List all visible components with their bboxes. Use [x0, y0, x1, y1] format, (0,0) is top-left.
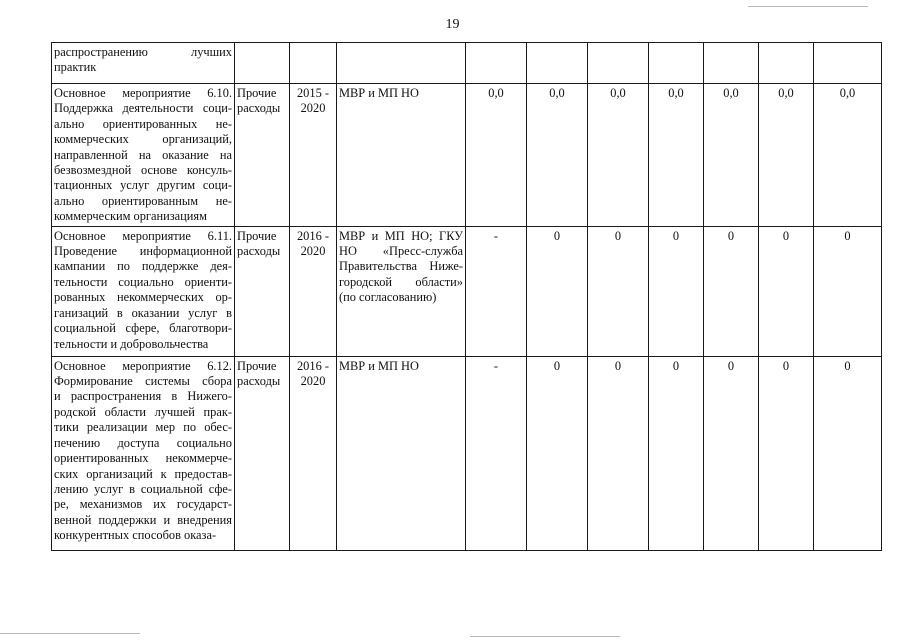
- page-number: 19: [445, 17, 460, 32]
- activity-description-line: ориентированных некоммерче-: [54, 451, 232, 466]
- activity-description-line: Проведение информационной: [54, 244, 232, 259]
- activity-description-line: Основное мероприятие 6.12.: [54, 358, 232, 373]
- funding-value-cell: [527, 43, 588, 84]
- funding-value-cell: 0: [759, 356, 814, 550]
- activity-description-line: ально ориентированным не-: [54, 193, 232, 208]
- activity-description-cell: [52, 43, 235, 84]
- funding-value-cell: 0: [759, 226, 814, 356]
- responsible-executor-line: (по согласованию): [339, 290, 437, 305]
- activity-description-line: практик: [54, 60, 97, 75]
- activity-description-line: Поддержка деятельности соци-: [54, 101, 232, 116]
- expense-type-cell: Прочие расходы: [235, 84, 290, 227]
- activity-description-line: распространению лучших: [54, 45, 232, 59]
- activity-description-line: ганизаций в оказании услуг в: [54, 305, 232, 320]
- funding-value-cell: [704, 43, 759, 84]
- activity-description-line: кампании по поддержке дея-: [54, 259, 232, 274]
- funding-value-cell: 0: [588, 356, 649, 550]
- activity-description-line: Формирование системы сбора: [54, 374, 232, 389]
- responsible-executor-line: городской области»: [339, 274, 463, 289]
- activity-description-line: направленной на оказание на: [54, 147, 232, 162]
- funding-value-cell: 0: [649, 356, 704, 550]
- funding-value-cell: 0,0: [466, 84, 527, 227]
- table-row: [52, 226, 882, 356]
- funding-value-cell: [814, 43, 882, 84]
- activity-description-line: тельности и добровольчества: [54, 336, 209, 351]
- activity-description-line: тельности социально ориенти-: [54, 274, 232, 289]
- funding-value-cell: 0,0: [759, 84, 814, 227]
- expense-type-cell: Прочие расходы: [235, 356, 290, 550]
- activity-description-cell: [52, 84, 235, 227]
- funding-value-cell: -: [466, 356, 527, 550]
- activity-description-line: и распространения в Нижего-: [54, 389, 232, 404]
- scan-artifact-line: [748, 6, 868, 7]
- activity-description-line: коммерческих организаций,: [54, 132, 232, 147]
- responsible-executor-line: Правительства Ниже-: [339, 259, 463, 274]
- funding-value-cell: [466, 43, 527, 84]
- funding-value-cell: -: [466, 226, 527, 356]
- funding-value-cell: 0: [527, 226, 588, 356]
- expense-type-cell: [235, 43, 290, 84]
- funding-value-cell: [759, 43, 814, 84]
- funding-value-cell: 0: [649, 226, 704, 356]
- period-cell: 2016 - 2020: [290, 226, 337, 356]
- funding-value-cell: 0,0: [527, 84, 588, 227]
- program-activities-table: [51, 42, 882, 551]
- scan-artifact-line: [470, 636, 620, 637]
- funding-value-cell: [588, 43, 649, 84]
- expense-type-cell: Прочие расходы: [235, 226, 290, 356]
- funding-value-cell: [649, 43, 704, 84]
- period-cell: 2016 - 2020: [290, 356, 337, 550]
- funding-value-cell: 0,0: [588, 84, 649, 227]
- table-row: [52, 43, 882, 84]
- funding-value-cell: 0,0: [814, 84, 882, 227]
- activity-description-line: конкурентных способов оказа-: [54, 528, 217, 543]
- funding-value-cell: 0: [704, 356, 759, 550]
- table-row: [52, 356, 882, 550]
- responsible-executor-cell: [337, 84, 466, 227]
- funding-value-cell: 0: [814, 226, 882, 356]
- activity-description-line: ских организаций к предостав-: [54, 466, 232, 481]
- activity-description-cell: [52, 356, 235, 550]
- activity-description-line: социальной сфере, благотвори-: [54, 321, 232, 336]
- activity-description-line: Основное мероприятие 6.11.: [54, 228, 232, 243]
- activity-description-line: венной поддержки и внедрения: [54, 512, 232, 527]
- activity-description-line: тики реализации мер по обес-: [54, 420, 232, 435]
- activity-description-line: родской области лучшей прак-: [54, 404, 232, 419]
- responsible-executor-line: МВР и МП НО; ГКУ: [339, 228, 463, 243]
- period-cell: [290, 43, 337, 84]
- activity-description-line: тационных услуг другим соци-: [54, 178, 232, 193]
- activity-description-line: ально ориентированных не-: [54, 116, 232, 131]
- table-row: [52, 84, 882, 227]
- funding-value-cell: 0: [588, 226, 649, 356]
- funding-value-cell: 0,0: [704, 84, 759, 227]
- activity-description-line: коммерческим организациям: [54, 209, 207, 224]
- activity-description-cell: [52, 226, 235, 356]
- responsible-executor-line: МВР и МП НО: [339, 358, 419, 373]
- activity-description-line: печению доступа социально: [54, 435, 232, 450]
- funding-value-cell: 0,0: [649, 84, 704, 227]
- activity-description-line: лению услуг в социальной сфе-: [54, 481, 232, 496]
- responsible-executor-cell: [337, 356, 466, 550]
- responsible-executor-cell: [337, 226, 466, 356]
- activity-description-line: безвозмездной основе консуль-: [54, 163, 232, 178]
- activity-description-line: Основное мероприятие 6.10.: [54, 86, 232, 100]
- activity-description-line: ре, механизмов их государст-: [54, 497, 232, 512]
- responsible-executor-line: НО «Пресс-служба: [339, 244, 463, 259]
- funding-value-cell: 0: [704, 226, 759, 356]
- responsible-executor-line: МВР и МП НО: [339, 86, 419, 100]
- funding-value-cell: 0: [527, 356, 588, 550]
- activity-description-line: рованных некоммерческих ор-: [54, 290, 232, 305]
- funding-value-cell: 0: [814, 356, 882, 550]
- responsible-executor-cell: [337, 43, 466, 84]
- period-cell: 2015 - 2020: [290, 84, 337, 227]
- scan-artifact-line: [0, 633, 140, 634]
